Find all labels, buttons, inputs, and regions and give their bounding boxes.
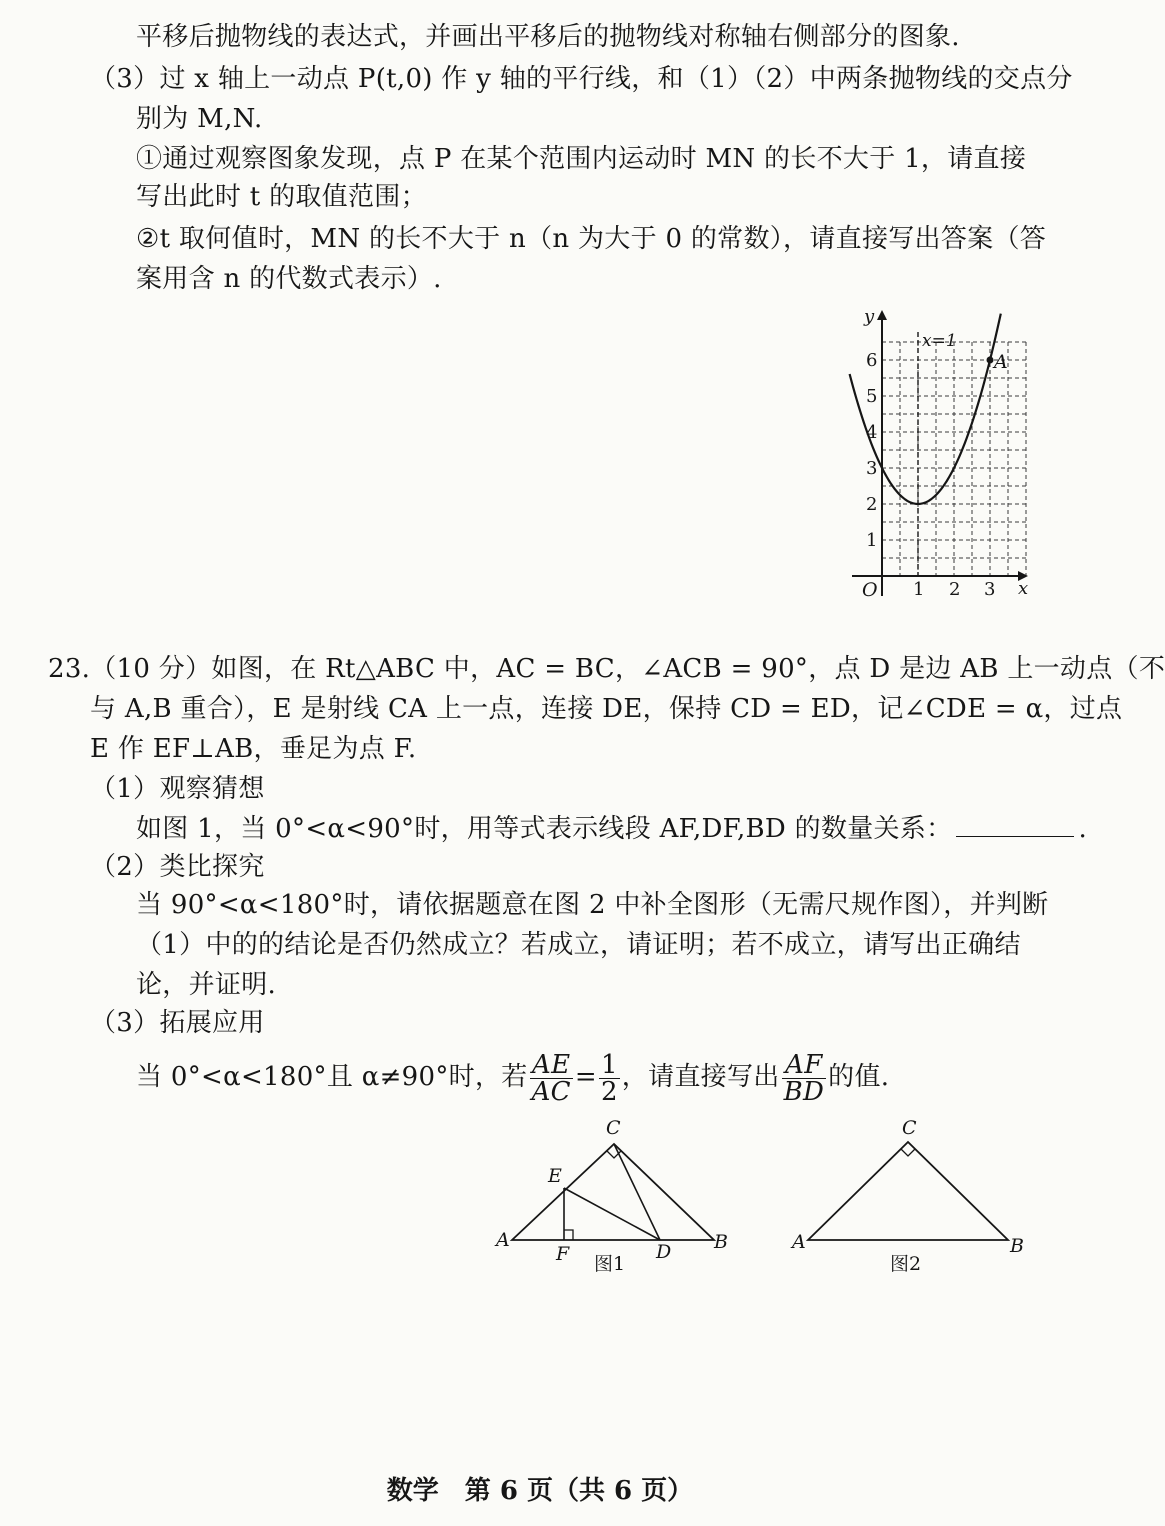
right-angle-mark-c2 xyxy=(901,1149,915,1156)
fraction-one-half: $\frac{1}{2}$ xyxy=(600,1049,618,1107)
q23-part1-text: 如图 1，当 0°<α<90°时，用等式表示线段 AF,DF,BD 的数量关系： . xyxy=(136,814,1088,844)
fraction-ae-ac: $\frac{AE}{AC}$ xyxy=(531,1049,571,1107)
y-tick-2: 2 xyxy=(866,494,878,515)
figure-2 xyxy=(786,1112,1036,1282)
x-axis-label: x xyxy=(1018,578,1029,599)
q23-part2-line-2: （1）中的的结论是否仍然成立？若成立，请证明；若不成立，请写出正确结 xyxy=(136,930,1021,960)
figure-1 xyxy=(490,1112,740,1282)
y-axis-arrow-icon xyxy=(877,310,887,320)
fig2-label-b: B xyxy=(1010,1235,1024,1257)
y-tick-6: 6 xyxy=(866,350,878,371)
q23-line-3: E 作 EF⊥AB，垂足为点 F. xyxy=(90,734,417,764)
fig1-label-a: A xyxy=(496,1229,510,1251)
fig1-label-b: B xyxy=(714,1231,728,1253)
segment-ed xyxy=(564,1188,660,1240)
fig1-caption: 图1 xyxy=(594,1253,626,1275)
fig2-caption: 图2 xyxy=(890,1253,922,1275)
right-angle-mark-f xyxy=(564,1230,573,1240)
q23-part2-line-1: 当 90°<α<180°时，请依据题意在图 2 中补全图形（无需尺规作图），并判断 xyxy=(136,890,1049,920)
triangle-abc-fig1 xyxy=(512,1144,714,1240)
x-tick-2: 2 xyxy=(949,579,961,600)
fig1-label-e: E xyxy=(548,1165,562,1187)
fig1-label-d: D xyxy=(656,1241,672,1263)
q23-part2-line-3: 论，并证明. xyxy=(136,970,277,1000)
q22-line-7: 案用含 n 的代数式表示）. xyxy=(136,264,442,294)
graph-grid xyxy=(882,342,1026,576)
point-a-dot xyxy=(987,357,994,364)
parabola-graph xyxy=(830,300,1040,610)
point-a-label: A xyxy=(994,351,1008,373)
y-tick-5: 5 xyxy=(866,386,878,407)
q22-line-5: 写出此时 t 的取值范围； xyxy=(136,182,427,212)
q22-part-1: ①通过观察图象发现，点 P 在某个范围内运动时 MN 的长不大于 1，请直接 xyxy=(136,144,1027,174)
q23-part3-heading: （3）拓展应用 xyxy=(90,1008,265,1038)
origin-label: O xyxy=(862,579,878,601)
fig2-label-a: A xyxy=(792,1231,806,1253)
fig1-label-f: F xyxy=(556,1243,570,1265)
q22-line-1: 平移后抛物线的表达式，并画出平移后的抛物线对称轴右侧部分的图象. xyxy=(136,22,960,52)
fraction-af-bd: $\frac{AF}{BD}$ xyxy=(783,1049,825,1107)
answer-blank[interactable] xyxy=(956,814,1074,837)
segment-cd xyxy=(614,1144,660,1240)
q23-part2-heading: （2）类比探究 xyxy=(90,852,265,882)
y-tick-3: 3 xyxy=(866,458,878,479)
y-tick-4: 4 xyxy=(866,422,878,443)
q23-line-2: 与 A,B 重合），E 是射线 CA 上一点，连接 DE，保持 CD = ED，记∠CDE = α，过点 xyxy=(90,694,1123,724)
q23-part3-text: 当 0°<α<180°且 α≠90°时，若 $\frac{AE}{AC}$ = $\frac{1}{2}$ ，请直接写出 $\frac{AF}{BD}$ 的值. xyxy=(136,1049,890,1107)
page-footer: 数学 第 6 页（共 6 页） xyxy=(386,1476,694,1506)
fig1-label-c: C xyxy=(606,1117,621,1139)
q23-line-1: 23.（10 分）如图，在 Rt△ABC 中，AC = BC，∠ACB = 90°，点 D 是边 AB 上一动点（不 xyxy=(48,654,1165,684)
q23-part1-heading: （1）观察猜想 xyxy=(90,774,265,804)
y-axis-label: y xyxy=(864,306,875,327)
x-tick-3: 3 xyxy=(984,579,996,600)
fig2-label-c: C xyxy=(902,1117,917,1139)
y-tick-1: 1 xyxy=(866,530,878,551)
q22-subquestion-3: （3）过 x 轴上一动点 P(t,0) 作 y 轴的平行线，和（1）（2）中两条抛物线的交点分 xyxy=(90,64,1073,94)
x-tick-1: 1 xyxy=(913,579,925,600)
q22-line-3: 别为 M,N. xyxy=(136,104,263,134)
q22-part-2: ②t 取何值时，MN 的长不大于 n（n 为大于 0 的常数），请直接写出答案（答 xyxy=(136,224,1047,254)
symmetry-axis-label: x=1 xyxy=(922,331,957,351)
